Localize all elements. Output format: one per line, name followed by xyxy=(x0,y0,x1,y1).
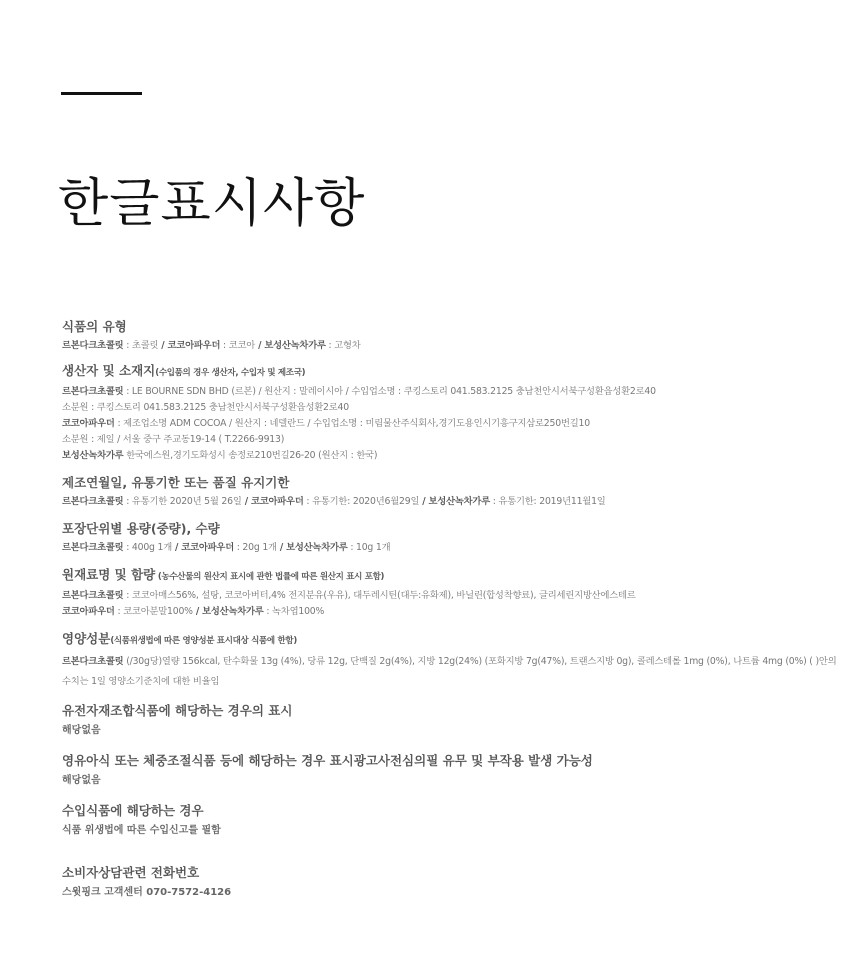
title-rule xyxy=(61,92,142,95)
product-name: 보성산녹차가루 xyxy=(286,542,348,553)
section-heading: 포장단위별 용량(중량), 수량 xyxy=(62,521,220,536)
heading-note: (농수산물의 원산지 표시에 관한 법률에 따른 원산지 표시 포함) xyxy=(155,572,385,582)
section-heading: 수입식품에 해당하는 경우 xyxy=(62,803,204,818)
product-name: 코코아파우더 xyxy=(250,496,304,507)
section-value: 식품 위생법에 따른 수입신고를 필함 xyxy=(62,825,221,836)
label-info xyxy=(62,318,842,902)
product-name: 보성산녹차가루 xyxy=(62,450,124,461)
section-value: 해당없음 xyxy=(62,775,101,786)
section-value: 해당없음 xyxy=(62,725,101,736)
heading-note: (식품위생법에 따른 영양성분 표시대상 식품에 한함) xyxy=(110,636,297,646)
product-value: : 고형차 xyxy=(325,340,361,351)
section-expiry xyxy=(62,474,842,510)
page-title: 한글표시사항 xyxy=(58,174,366,234)
section-line: 르본다크초콜릿 (/30g당)열량 156kcal, 탄수화물 13g (4%), 당류 12g, 단백질 2g(4%), 지방 12g(24%) (포화지방 7g(47%), 트랜스지방 0g), 콜레스테롤 1mg (0%), 나트륨 4mg (0%) ( )안의수치는 1일 영양소기준치에 대한 비율임 xyxy=(62,656,837,687)
product-name: 보성산녹차가루 xyxy=(264,340,326,351)
product-name: 르본다크초콜릿 xyxy=(62,656,124,667)
heading-note: (수입품의 경우 생산자, 수입자 및 제조국) xyxy=(155,368,306,378)
section-gmo xyxy=(62,702,842,740)
section-line: 르본다크초콜릿 : LE BOURNE SDN BHD (르본) / 원산지 : 말레이시아 / 수입업소명 : 쿠킹스토리 041.583.2125 충남천안시서북구성환읍성환2로40 xyxy=(62,386,656,397)
product-name: 르본다크초콜릿 xyxy=(62,340,124,351)
section-heading: 소비자상담관련 전화번호 xyxy=(62,865,200,880)
section-heading: 식품의 유형 xyxy=(62,319,127,334)
section-line: 보성산녹차가루 한국에스원,경기도화성시 송정로210번길26-20 (원산지 : 한국) xyxy=(62,450,378,461)
section-infant-food xyxy=(62,752,842,790)
product-name: 르본다크초콜릿 xyxy=(62,496,124,507)
section-food-type xyxy=(62,318,842,354)
section-manufacturer xyxy=(62,362,842,464)
contact-phone: 스윗핑크 고객센터 070-7572-4126 xyxy=(62,887,232,898)
section-line: 소분원 : 쿠킹스토리 041.583.2125 충남천안시서북구성환읍성환2로40 xyxy=(62,402,349,413)
section-body: 르본다크초콜릿 : 유통기한 2020년 5월 26일 / 코코아파우더 : 유통기한: 2020년6월29일 / 보성산녹차가루 : 유통기한: 2019년11월1일 xyxy=(62,496,606,507)
section-line: 코코아파우더 : 코코아분말100% / 보성산녹차가루 : 녹차엽100% xyxy=(62,606,325,617)
product-name: 코코아파우더 xyxy=(62,418,115,429)
product-value: : 코코아 xyxy=(220,340,256,351)
section-heading: 제조연월일, 유통기한 또는 품질 유지기한 xyxy=(62,475,290,490)
section-heading: 생산자 및 소재지(수입품의 경우 생산자, 수입자 및 제조국) xyxy=(62,363,306,378)
product-name: 코코아파우더 xyxy=(181,542,234,553)
product-name: 르본다크초콜릿 xyxy=(62,542,124,553)
section-package xyxy=(62,520,842,556)
section-line: 르본다크초콜릿 : 코코아매스56%, 설탕, 코코아버터,4% 전지분유(우유), 대두레시틴(대두:유화제), 바닐린(합성착향료), 글리세린지방산에스테르 xyxy=(62,590,636,601)
section-heading: 영양성분(식품위생법에 따른 영양성분 표시대상 식품에 한함) xyxy=(62,631,297,646)
section-heading: 영유아식 또는 체중조절식품 등에 해당하는 경우 표시광고사전심의필 유무 및 부작용 발생 가능성 xyxy=(62,753,593,768)
product-name: 르본다크초콜릿 xyxy=(62,386,124,397)
section-imported-food xyxy=(62,802,842,840)
section-body: 르본다크초콜릿 : 초콜릿 / 코코아파우더 : 코코아 / 보성산녹차가루 : 고형차 xyxy=(62,340,361,351)
section-consumer-contact xyxy=(62,864,842,902)
section-body: 르본다크초콜릿 : 400g 1개 / 코코아파우더 : 20g 1개 / 보성산녹차가루 : 10g 1개 xyxy=(62,542,391,553)
product-name: 코코아파우더 xyxy=(167,340,221,351)
product-name: 코코아파우더 xyxy=(62,606,115,617)
product-name: 보성산녹차가루 xyxy=(202,606,264,617)
section-line: 코코아파우더 : 제조업소명 ADM COCOA / 원산지 : 네델란드 / 수입업소명 : 미림물산주식회사,경기도용인시기흥구지삼로250번길10 xyxy=(62,418,590,429)
section-heading: 유전자재조합식품에 해당하는 경우의 표시 xyxy=(62,703,293,718)
product-name: 보성산녹차가루 xyxy=(428,496,490,507)
section-line: 소분원 : 제일 / 서울 중구 주교동19-14 ( T.2266-9913) xyxy=(62,434,285,445)
product-value: : 초콜릿 xyxy=(123,340,159,351)
section-nutrition xyxy=(62,630,842,692)
section-ingredients xyxy=(62,566,842,620)
product-name: 르본다크초콜릿 xyxy=(62,590,124,601)
section-heading: 원재료명 및 함량 (농수산물의 원산지 표시에 관한 법률에 따른 원산지 표시 포함) xyxy=(62,567,385,582)
